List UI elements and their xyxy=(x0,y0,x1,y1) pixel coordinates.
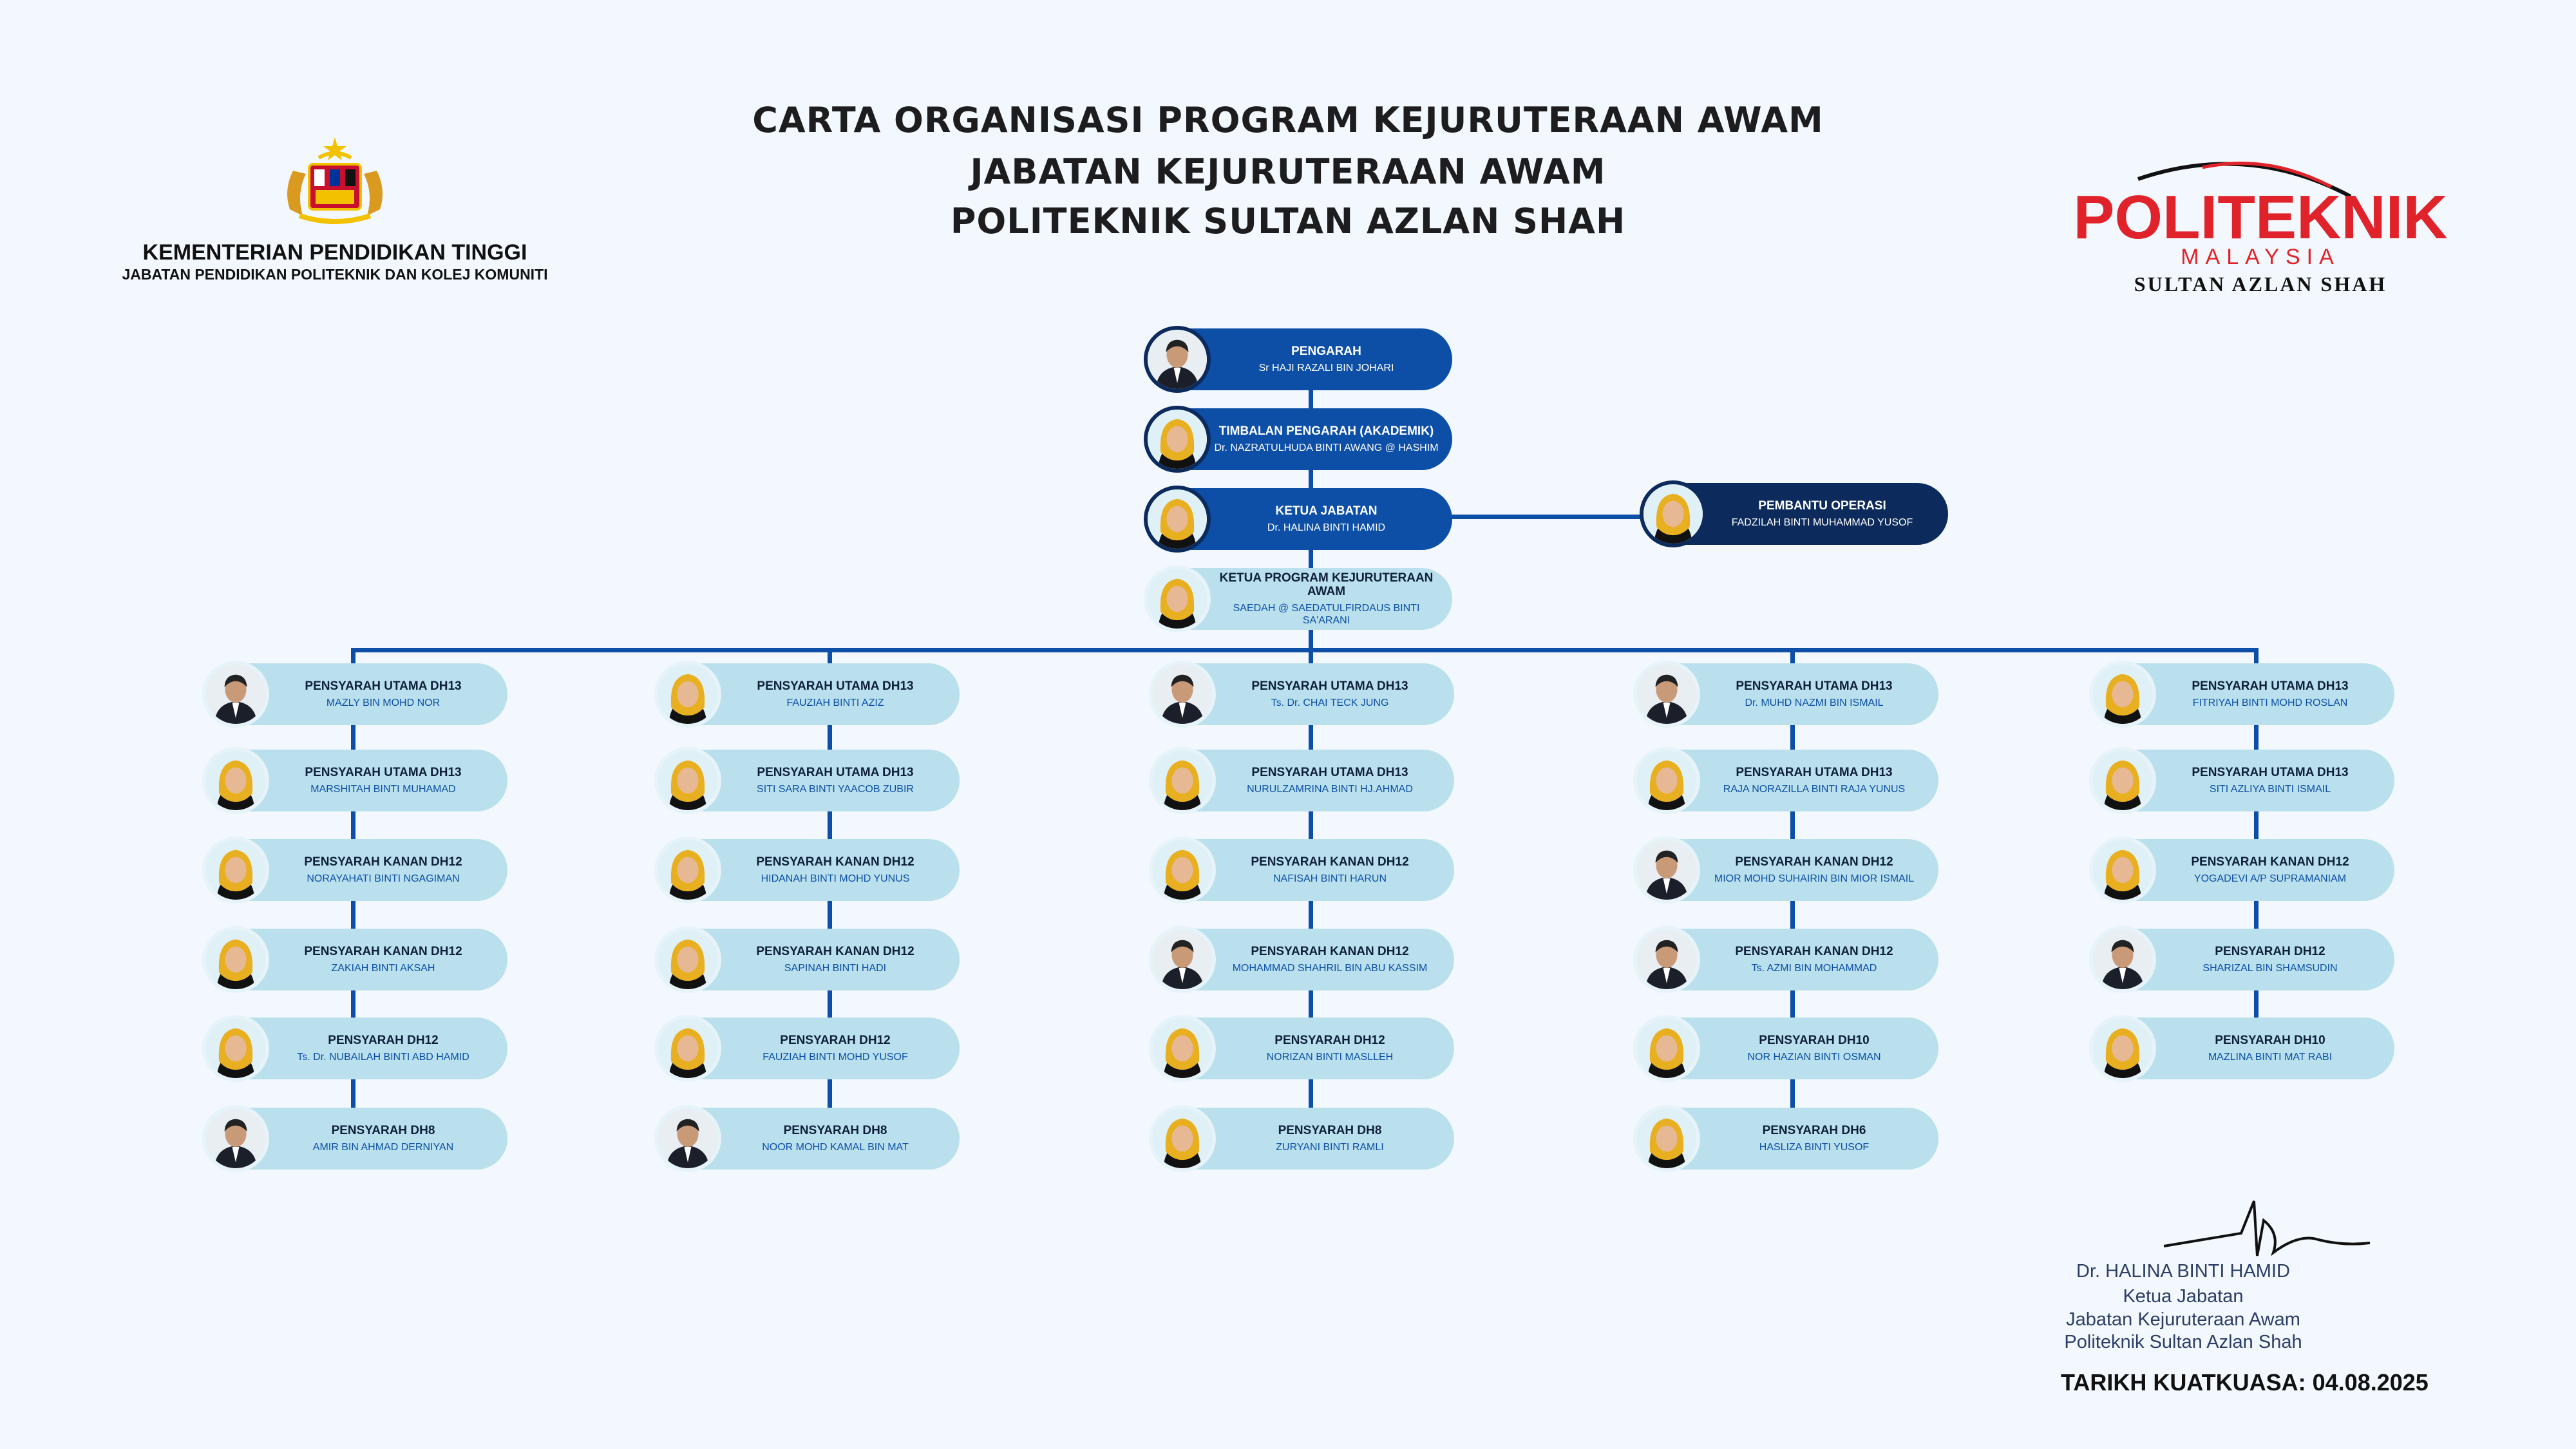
signatory-org: Politeknik Sultan Azlan Shah xyxy=(2064,1332,2302,1352)
node-person-name: AMIR BIN AHMAD DERNIYAN xyxy=(312,1142,454,1153)
node-role: PENSYARAH UTAMA DH13 xyxy=(1736,766,1893,779)
profile-photo-icon xyxy=(1640,480,1707,547)
profile-photo-icon xyxy=(1149,747,1216,814)
profile-photo-icon xyxy=(654,747,721,814)
node-person-name: NAFISAH BINTI HARUN xyxy=(1273,873,1387,884)
node-person-name: MARSHITAH BINTI MUHAMAD xyxy=(310,784,456,795)
node-role: PENSYARAH KANAN DH12 xyxy=(1735,945,1893,958)
logo-country-text: MALAYSIA xyxy=(2181,245,2340,269)
profile-photo-icon xyxy=(1633,747,1700,814)
node-person-name: NORAYAHATI BINTI NGAGIMAN xyxy=(307,873,460,884)
profile-photo-icon xyxy=(2089,926,2156,993)
node-role: PENSYARAH KANAN DH12 xyxy=(1735,855,1893,869)
node-person-name: SAEDAH @ SAEDATULFIRDAUS BINTI SA'ARANI xyxy=(1233,603,1420,626)
node-role: PENSYARAH UTAMA DH13 xyxy=(305,679,462,693)
profile-photo-icon xyxy=(2089,661,2156,728)
profile-photo-icon xyxy=(202,661,269,728)
node-person-name: HASLIZA BINTI YUSOF xyxy=(1759,1142,1870,1153)
node-person-name: MAZLY BIN MOHD NOR xyxy=(326,697,440,708)
node-person-name: Dr. HALINA BINTI HAMID xyxy=(1267,522,1386,533)
profile-photo-icon xyxy=(202,926,269,993)
node-person-name: Sr HAJI RAZALI BIN JOHARI xyxy=(1258,363,1394,374)
node-role: PENSYARAH DH6 xyxy=(1762,1124,1866,1137)
node-role: PENSYARAH DH10 xyxy=(2215,1034,2325,1047)
profile-photo-icon xyxy=(1144,565,1211,632)
profile-photo-icon xyxy=(1633,661,1700,728)
profile-photo-icon xyxy=(202,1105,269,1172)
node-person-name: SHARIZAL BIN SHAMSUDIN xyxy=(2202,963,2338,974)
ministry-name: KEMENTERIAN PENDIDIKAN TINGGI xyxy=(142,240,527,265)
profile-photo-icon xyxy=(1149,1015,1216,1082)
node-role: PENSYARAH KANAN DH12 xyxy=(304,945,462,958)
node-role: PENSYARAH KANAN DH12 xyxy=(1251,855,1409,869)
logo-campus-text: SULTAN AZLAN SHAH xyxy=(2134,272,2387,296)
profile-photo-icon xyxy=(1149,926,1216,993)
profile-photo-icon xyxy=(2089,837,2156,904)
connector-main-bus xyxy=(351,648,2254,652)
node-role: PENSYARAH KANAN DH12 xyxy=(2191,855,2349,869)
profile-photo-icon xyxy=(1149,837,1216,904)
node-role: PENSYARAH UTAMA DH13 xyxy=(2192,679,2349,693)
profile-photo-icon xyxy=(202,1015,269,1082)
profile-photo-icon xyxy=(202,837,269,904)
profile-photo-icon xyxy=(2089,1015,2156,1082)
node-role: PENSYARAH UTAMA DH13 xyxy=(757,766,914,779)
profile-photo-icon xyxy=(1633,1105,1700,1172)
profile-photo-icon xyxy=(1633,837,1700,904)
node-role: PENSYARAH DH12 xyxy=(328,1034,439,1047)
profile-photo-icon xyxy=(202,747,269,814)
chart-title-line1: CARTA ORGANISASI PROGRAM KEJURUTERAAN AWAM xyxy=(752,100,1824,140)
node-role: PENGARAH xyxy=(1291,345,1361,358)
node-person-name: MIOR MOHD SUHAIRIN BIN MIOR ISMAIL xyxy=(1714,873,1915,884)
logo-main-text: POLITEKNIK xyxy=(2073,183,2448,252)
profile-photo-icon xyxy=(1144,326,1211,393)
node-role: KETUA JABATAN xyxy=(1275,504,1378,518)
node-role: PENSYARAH KANAN DH12 xyxy=(304,855,462,869)
node-role: PENSYARAH KANAN DH12 xyxy=(756,945,914,958)
node-role: PENSYARAH UTAMA DH13 xyxy=(1251,766,1408,779)
profile-photo-icon xyxy=(654,837,721,904)
node-person-name: NORIZAN BINTI MASLLEH xyxy=(1266,1052,1394,1063)
node-person-name: RAJA NORAZILLA BINTI RAJA YUNUS xyxy=(1723,784,1906,795)
effective-date: TARIKH KUATKUASA: 04.08.2025 xyxy=(2061,1369,2429,1396)
signatory-dept: Jabatan Kejuruteraan Awam xyxy=(2066,1309,2300,1330)
node-person-name: FADZILAH BINTI MUHAMMAD YUSOF xyxy=(1731,517,1913,528)
node-person-name: SITI SARA BINTI YAACOB ZUBIR xyxy=(757,784,914,795)
profile-photo-icon xyxy=(654,661,721,728)
chart-title-line3: POLITEKNIK SULTAN AZLAN SHAH xyxy=(950,201,1626,242)
node-role: PENSYARAH KANAN DH12 xyxy=(756,855,914,869)
node-role: TIMBALAN PENGARAH (AKADEMIK) xyxy=(1218,424,1434,438)
politeknik-logo xyxy=(2054,142,2467,296)
node-role: PEMBANTU OPERASI xyxy=(1758,499,1886,513)
signatory-name: Dr. HALINA BINTI HAMID xyxy=(2076,1261,2290,1282)
profile-photo-icon xyxy=(1633,1015,1700,1082)
node-role: PENSYARAH UTAMA DH13 xyxy=(1736,679,1893,693)
node-person-name: FITRIYAH BINTI MOHD ROSLAN xyxy=(2192,697,2348,708)
node-person-name: NURULZAMRINA BINTI HJ.AHMAD xyxy=(1247,784,1413,795)
node-person-name: MOHAMMAD SHAHRIL BIN ABU KASSIM xyxy=(1232,963,1428,974)
profile-photo-icon xyxy=(654,1105,721,1172)
profile-photo-icon xyxy=(654,1015,721,1082)
malaysia-crest-icon xyxy=(264,132,406,229)
node-role: PENSYARAH UTAMA DH13 xyxy=(757,679,914,693)
node-role: PENSYARAH DH8 xyxy=(783,1124,887,1137)
profile-photo-icon xyxy=(2089,747,2156,814)
signature-icon xyxy=(2151,1195,2383,1265)
node-role: PENSYARAH UTAMA DH13 xyxy=(2192,766,2349,779)
connector-assistant xyxy=(1449,515,1649,519)
node-role: PENSYARAH DH10 xyxy=(1759,1034,1870,1047)
node-person-name: FAUZIAH BINTI MOHD YUSOF xyxy=(762,1052,908,1063)
node-person-name: NOR HAZIAN BINTI OSMAN xyxy=(1747,1052,1881,1063)
node-person-name: SAPINAH BINTI HADI xyxy=(784,963,887,974)
signatory-title: Ketua Jabatan xyxy=(2123,1286,2244,1307)
node-person-name: SITI AZLIYA BINTI ISMAIL xyxy=(2209,784,2331,795)
node-role: PENSYARAH UTAMA DH13 xyxy=(305,766,462,779)
profile-photo-icon xyxy=(1149,661,1216,728)
node-role: KETUA PROGRAM KEJURUTERAAN AWAM xyxy=(1219,571,1434,598)
node-role: PENSYARAH DH8 xyxy=(1278,1124,1382,1137)
node-role: PENSYARAH KANAN DH12 xyxy=(1251,945,1409,958)
ministry-dept: JABATAN PENDIDIKAN POLITEKNIK DAN KOLEJ KOMUNITI xyxy=(122,266,548,283)
profile-photo-icon xyxy=(1144,486,1211,553)
chart-title-line2: JABATAN KEJURUTERAAN AWAM xyxy=(970,151,1606,192)
node-person-name: Ts. AZMI BIN MOHAMMAD xyxy=(1751,963,1877,974)
node-person-name: ZURYANI BINTI RAMLI xyxy=(1276,1142,1384,1153)
profile-photo-icon xyxy=(1633,926,1700,993)
node-person-name: FAUZIAH BINTI AZIZ xyxy=(786,697,884,708)
profile-photo-icon xyxy=(1149,1105,1216,1172)
node-person-name: Dr. MUHD NAZMI BIN ISMAIL xyxy=(1745,697,1884,708)
node-person-name: NOOR MOHD KAMAL BIN MAT xyxy=(762,1142,909,1153)
node-role: PENSYARAH DH12 xyxy=(2215,945,2325,958)
node-person-name: HIDANAH BINTI MOHD YUNUS xyxy=(761,873,910,884)
node-person-name: Ts. Dr. CHAI TECK JUNG xyxy=(1271,697,1389,708)
node-role: PENSYARAH DH12 xyxy=(1274,1034,1385,1047)
profile-photo-icon xyxy=(1144,406,1211,473)
node-person-name: Dr. NAZRATULHUDA BINTI AWANG @ HASHIM xyxy=(1214,442,1439,453)
node-person-name: ZAKIAH BINTI AKSAH xyxy=(331,963,435,974)
profile-photo-icon xyxy=(654,926,721,993)
node-person-name: YOGADEVI A/P SUPRAMANIAM xyxy=(2193,873,2347,884)
node-person-name: Ts. Dr. NUBAILAH BINTI ABD HAMID xyxy=(297,1052,469,1063)
node-role: PENSYARAH DH12 xyxy=(780,1034,891,1047)
node-role: PENSYARAH DH8 xyxy=(331,1124,435,1137)
node-role: PENSYARAH UTAMA DH13 xyxy=(1251,679,1408,693)
node-person-name: MAZLINA BINTI MAT RABI xyxy=(2208,1052,2333,1063)
